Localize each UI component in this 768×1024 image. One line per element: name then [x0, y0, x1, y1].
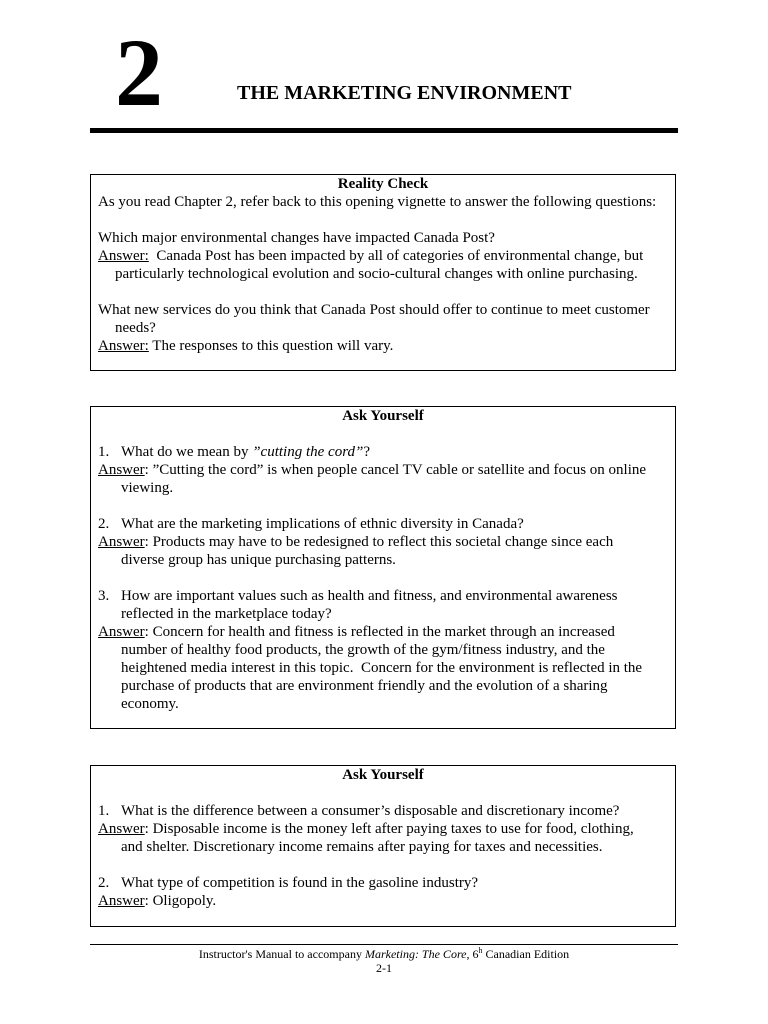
footer-edition-superscript: h: [478, 946, 483, 955]
answer-text: Canada Post has been impacted by all of categories of environmental change, but: [148, 248, 644, 264]
question: [98, 587, 668, 605]
answer-label: Answer: [98, 624, 145, 640]
footer-rule: [90, 944, 678, 945]
answer-continuation: particularly technological evolution and socio-cultural changes with online purchasing.: [115, 266, 638, 282]
reality-check-heading: Reality Check: [337, 176, 429, 192]
footer-book-title: Marketing: The Core: [364, 947, 467, 961]
answer: [98, 892, 668, 910]
answer-continuation: number of healthy food products, the growth of the gym/fitness industry, and the: [121, 642, 605, 658]
answer: [98, 247, 668, 265]
answer-label: Answer: [98, 821, 145, 837]
footer-prefix: Instructor's Manual to accompany: [198, 947, 365, 961]
answer-continuation: viewing.: [121, 480, 174, 496]
question: What new services do you think that Canada Post should offer to continue to meet customer: [98, 302, 650, 318]
ask-yourself-heading: Ask Yourself: [342, 408, 424, 424]
question-text: What is the difference between a consumer’s disposable and discretionary income?: [121, 803, 620, 819]
question-number: 2.: [98, 875, 110, 891]
reality-check-box: [90, 174, 676, 371]
footer-edition: , 6: [466, 947, 479, 961]
answer-label: Answer:: [98, 338, 149, 354]
question: [98, 874, 668, 892]
answer: [98, 820, 668, 838]
answer: [98, 461, 668, 479]
question-continuation: needs?: [115, 320, 156, 336]
answer-continuation: and shelter. Discretionary income remains after paying for taxes and necessities.: [121, 839, 603, 855]
question-text: What are the marketing implications of ethnic diversity in Canada?: [121, 516, 524, 532]
answer-continuation: diverse group has unique purchasing patterns.: [121, 552, 396, 568]
question-emphasis: ”cutting the cord”: [252, 444, 364, 460]
answer-text: : Products may have to be redesigned to reflect this societal change since each: [144, 534, 614, 550]
question-number: 3.: [98, 588, 110, 604]
answer-continuation: purchase of products that are environment friendly and the evolution of a sharing: [121, 678, 608, 694]
answer-label: Answer: [98, 534, 145, 550]
answer-label: Answer: [98, 893, 145, 909]
ask-yourself-box-2: [90, 765, 676, 927]
answer: [98, 623, 668, 641]
question-text: What type of competition is found in the gasoline industry?: [121, 875, 479, 891]
answer-text: : Concern for health and fitness is reflected in the market through an increased: [144, 624, 615, 640]
question-text: What do we mean by: [121, 444, 253, 460]
answer-text: : Disposable income is the money left after paying taxes to use for food, clothing,: [144, 821, 634, 837]
answer: [98, 337, 668, 355]
answer: [98, 533, 668, 551]
question: [98, 443, 668, 461]
ask-yourself-heading: Ask Yourself: [342, 767, 424, 783]
answer-text: The responses to this question will vary.: [148, 338, 394, 354]
question-number: 1.: [98, 444, 110, 460]
footer: [90, 947, 678, 975]
question-number: 2.: [98, 516, 110, 532]
page-number: 2-1: [376, 961, 392, 975]
question-text-end: ?: [363, 444, 370, 460]
answer-continuation: heightened media interest in this topic. Concern for the environment is reflected in the: [121, 660, 643, 676]
question-continuation: reflected in the marketplace today?: [121, 606, 332, 622]
footer-citation: [90, 947, 678, 961]
answer-text: : Oligopoly.: [144, 893, 217, 909]
question-text: How are important values such as health and fitness, and environmental awareness: [121, 588, 618, 604]
answer-label: Answer:: [98, 248, 149, 264]
chapter-number: 2: [115, 19, 161, 126]
question: Which major environmental changes have impacted Canada Post?: [98, 230, 495, 246]
answer-text: : ”Cutting the cord” is when people cancel TV cable or satellite and focus on online: [144, 462, 647, 478]
ask-yourself-box-1: [90, 406, 676, 729]
answer-label: Answer: [98, 462, 145, 478]
question: [98, 515, 668, 533]
question-number: 1.: [98, 803, 110, 819]
question: [98, 802, 668, 820]
answer-continuation: economy.: [121, 696, 179, 712]
title-rule: [90, 128, 678, 133]
footer-edition-suffix: Canadian Edition: [482, 947, 570, 961]
chapter-title: THE MARKETING ENVIRONMENT: [237, 82, 572, 104]
reality-check-intro: As you read Chapter 2, refer back to this opening vignette to answer the following questions:: [98, 194, 657, 210]
